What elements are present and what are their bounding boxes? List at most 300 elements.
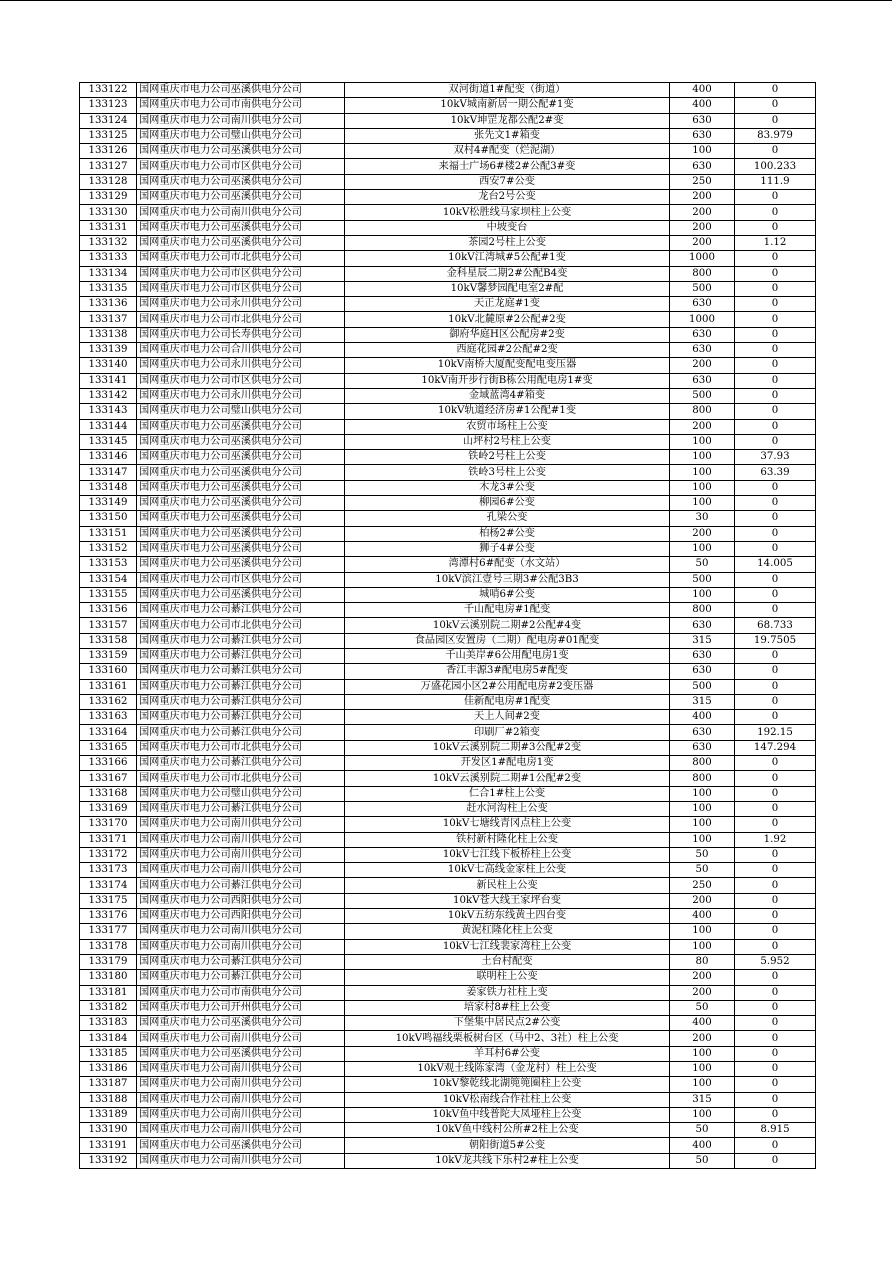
- transformer-name-cell: 新民柱上公变: [345, 878, 670, 893]
- org-name-cell: 国网重庆市电力公司市区供电分公司: [137, 159, 345, 174]
- table-row: [80, 909, 816, 924]
- value-cell: 19.7505: [735, 633, 816, 648]
- table-row: [80, 174, 816, 189]
- value-cell: 0: [735, 144, 816, 159]
- table-row: [80, 404, 816, 419]
- row-id-cell: 133183: [80, 1016, 137, 1031]
- row-id-cell: 133174: [80, 878, 137, 893]
- org-name-cell: 国网重庆市电力公司綦江供电分公司: [137, 679, 345, 694]
- transformer-name-cell: 开发区1#配电房1变: [345, 756, 670, 771]
- row-id-cell: 133126: [80, 144, 137, 159]
- row-id-cell: 133140: [80, 358, 137, 373]
- org-name-cell: 国网重庆市电力公司南川供电分公司: [137, 924, 345, 939]
- value-cell: 8.915: [735, 1123, 816, 1138]
- table-row: [80, 220, 816, 235]
- transformer-name-cell: 10kV松南线合作社柱上公变: [345, 1092, 670, 1107]
- value-cell: 83.979: [735, 128, 816, 143]
- table-row: [80, 1107, 816, 1122]
- table-row: [80, 786, 816, 801]
- table-row: [80, 1123, 816, 1138]
- page-top-rule: [0, 0, 892, 1]
- transformer-name-cell: 羊耳村6#公变: [345, 1046, 670, 1061]
- org-name-cell: 国网重庆市电力公司巫溪供电分公司: [137, 496, 345, 511]
- capacity-cell: 30: [670, 511, 735, 526]
- capacity-cell: 400: [670, 710, 735, 725]
- capacity-cell: 100: [670, 939, 735, 954]
- table-row: [80, 572, 816, 587]
- transformer-name-cell: 10kV南桥大厦配变配电变压器: [345, 358, 670, 373]
- transformer-name-cell: 联明柱上公变: [345, 970, 670, 985]
- capacity-cell: 200: [670, 190, 735, 205]
- table-row: [80, 756, 816, 771]
- row-id-cell: 133137: [80, 312, 137, 327]
- org-name-cell: 国网重庆市电力公司綦江供电分公司: [137, 633, 345, 648]
- capacity-cell: 630: [670, 648, 735, 663]
- row-id-cell: 133149: [80, 496, 137, 511]
- value-cell: 0: [735, 1031, 816, 1046]
- transformer-name-cell: 10kV城南新居一期公配#1变: [345, 98, 670, 113]
- value-cell: 0: [735, 587, 816, 602]
- transformer-name-cell: 赶水河沟柱上公变: [345, 801, 670, 816]
- transformer-name-cell: 御府华庭H区公配房#2变: [345, 327, 670, 342]
- transformer-name-cell: 10kV七高线金家柱上公变: [345, 863, 670, 878]
- table-row: [80, 1077, 816, 1092]
- transformer-name-cell: 10kV鱼中线普陀大凤垭柱上公变: [345, 1107, 670, 1122]
- org-name-cell: 国网重庆市电力公司巫溪供电分公司: [137, 480, 345, 495]
- value-cell: 0: [735, 434, 816, 449]
- org-name-cell: 国网重庆市电力公司永川供电分公司: [137, 297, 345, 312]
- row-id-cell: 133175: [80, 893, 137, 908]
- org-name-cell: 国网重庆市电力公司巫溪供电分公司: [137, 587, 345, 602]
- capacity-cell: 500: [670, 388, 735, 403]
- capacity-cell: 100: [670, 1077, 735, 1092]
- org-name-cell: 国网重庆市电力公司长寿供电分公司: [137, 327, 345, 342]
- capacity-cell: 200: [670, 526, 735, 541]
- value-cell: 111.9: [735, 174, 816, 189]
- org-name-cell: 国网重庆市电力公司永川供电分公司: [137, 388, 345, 403]
- transformer-name-cell: 来福士广场6#楼2#公配3#变: [345, 159, 670, 174]
- value-cell: 192.15: [735, 725, 816, 740]
- row-id-cell: 133131: [80, 220, 137, 235]
- table-row: [80, 939, 816, 954]
- org-name-cell: 国网重庆市电力公司綦江供电分公司: [137, 725, 345, 740]
- capacity-cell: 200: [670, 893, 735, 908]
- transformer-name-cell: 西安7#公变: [345, 174, 670, 189]
- row-id-cell: 133176: [80, 909, 137, 924]
- capacity-cell: 630: [670, 664, 735, 679]
- transformer-name-cell: 10kV江湾城#5公配#1变: [345, 251, 670, 266]
- table-row: [80, 633, 816, 648]
- value-cell: 0: [735, 648, 816, 663]
- table-row: [80, 388, 816, 403]
- value-cell: 0: [735, 970, 816, 985]
- value-cell: 0: [735, 358, 816, 373]
- table-row: [80, 847, 816, 862]
- row-id-cell: 133157: [80, 618, 137, 633]
- transformer-table: [79, 82, 816, 1169]
- transformer-name-cell: 铁村新村隆化柱上公变: [345, 832, 670, 847]
- capacity-cell: 100: [670, 587, 735, 602]
- capacity-cell: 100: [670, 144, 735, 159]
- transformer-name-cell: 山坪村2号柱上公变: [345, 434, 670, 449]
- capacity-cell: 630: [670, 159, 735, 174]
- table-row: [80, 281, 816, 296]
- table-row: [80, 924, 816, 939]
- value-cell: 1.92: [735, 832, 816, 847]
- transformer-name-cell: 10kV五纺东线黄土四台变: [345, 909, 670, 924]
- org-name-cell: 国网重庆市电力公司开州供电分公司: [137, 1000, 345, 1015]
- row-id-cell: 133156: [80, 603, 137, 618]
- value-cell: 1.12: [735, 235, 816, 250]
- value-cell: 0: [735, 526, 816, 541]
- capacity-cell: 100: [670, 786, 735, 801]
- value-cell: 0: [735, 327, 816, 342]
- capacity-cell: 630: [670, 113, 735, 128]
- row-id-cell: 133181: [80, 985, 137, 1000]
- transformer-name-cell: 柳园6#公变: [345, 496, 670, 511]
- table-row: [80, 419, 816, 434]
- capacity-cell: 200: [670, 235, 735, 250]
- row-id-cell: 133190: [80, 1123, 137, 1138]
- table-row: [80, 664, 816, 679]
- org-name-cell: 国网重庆市电力公司南川供电分公司: [137, 817, 345, 832]
- row-id-cell: 133187: [80, 1077, 137, 1092]
- value-cell: 0: [735, 1000, 816, 1015]
- table-row: [80, 251, 816, 266]
- row-id-cell: 133148: [80, 480, 137, 495]
- value-cell: 0: [735, 603, 816, 618]
- capacity-cell: 630: [670, 740, 735, 755]
- org-name-cell: 国网重庆市电力公司綦江供电分公司: [137, 603, 345, 618]
- transformer-name-cell: 10kV松胜线马家坝柱上公变: [345, 205, 670, 220]
- table-row: [80, 1000, 816, 1015]
- transformer-name-cell: 10kV滨江壹号三期3#公配3B3: [345, 572, 670, 587]
- value-cell: 0: [735, 297, 816, 312]
- value-cell: 0: [735, 679, 816, 694]
- row-id-cell: 133171: [80, 832, 137, 847]
- capacity-cell: 800: [670, 266, 735, 281]
- value-cell: 100.233: [735, 159, 816, 174]
- row-id-cell: 133186: [80, 1062, 137, 1077]
- transformer-name-cell: 姜家铁力社柱上变: [345, 985, 670, 1000]
- table-row: [80, 954, 816, 969]
- value-cell: 0: [735, 83, 816, 98]
- value-cell: 0: [735, 343, 816, 358]
- value-cell: 0: [735, 694, 816, 709]
- transformer-name-cell: 千山美岸#6公用配电房1变: [345, 648, 670, 663]
- capacity-cell: 800: [670, 771, 735, 786]
- org-name-cell: 国网重庆市电力公司合川供电分公司: [137, 343, 345, 358]
- transformer-name-cell: 香江丰源3#配电房5#配变: [345, 664, 670, 679]
- transformer-name-cell: 10kV七塘线青冈点柱上公变: [345, 817, 670, 832]
- table-row: [80, 266, 816, 281]
- capacity-cell: 630: [670, 128, 735, 143]
- row-id-cell: 133125: [80, 128, 137, 143]
- row-id-cell: 133184: [80, 1031, 137, 1046]
- row-id-cell: 133182: [80, 1000, 137, 1015]
- capacity-cell: 800: [670, 756, 735, 771]
- table-row: [80, 343, 816, 358]
- capacity-cell: 100: [670, 1046, 735, 1061]
- value-cell: 0: [735, 664, 816, 679]
- transformer-table-body: [80, 83, 816, 1169]
- org-name-cell: 国网重庆市电力公司市北供电分公司: [137, 771, 345, 786]
- table-row: [80, 603, 816, 618]
- value-cell: 0: [735, 801, 816, 816]
- org-name-cell: 国网重庆市电力公司市南供电分公司: [137, 985, 345, 1000]
- org-name-cell: 国网重庆市电力公司巫溪供电分公司: [137, 1138, 345, 1153]
- value-cell: 0: [735, 480, 816, 495]
- table-row: [80, 863, 816, 878]
- table-row: [80, 83, 816, 98]
- table-row: [80, 893, 816, 908]
- table-row: [80, 541, 816, 556]
- value-cell: 0: [735, 205, 816, 220]
- org-name-cell: 国网重庆市电力公司綦江供电分公司: [137, 878, 345, 893]
- capacity-cell: 200: [670, 220, 735, 235]
- capacity-cell: 50: [670, 863, 735, 878]
- value-cell: 63.39: [735, 465, 816, 480]
- table-row: [80, 832, 816, 847]
- row-id-cell: 133132: [80, 235, 137, 250]
- capacity-cell: 630: [670, 297, 735, 312]
- capacity-cell: 100: [670, 465, 735, 480]
- table-row: [80, 190, 816, 205]
- transformer-name-cell: 10kV云溪别院二期#1公配#2变: [345, 771, 670, 786]
- capacity-cell: 1000: [670, 312, 735, 327]
- value-cell: 37.93: [735, 450, 816, 465]
- org-name-cell: 国网重庆市电力公司南川供电分公司: [137, 1092, 345, 1107]
- row-id-cell: 133134: [80, 266, 137, 281]
- row-id-cell: 133191: [80, 1138, 137, 1153]
- transformer-name-cell: 10kV鱼中线村公所#2柱上公变: [345, 1123, 670, 1138]
- row-id-cell: 133155: [80, 587, 137, 602]
- transformer-name-cell: 金科星辰二期2#公配B4变: [345, 266, 670, 281]
- table-row: [80, 1016, 816, 1031]
- org-name-cell: 国网重庆市电力公司南川供电分公司: [137, 1031, 345, 1046]
- capacity-cell: 315: [670, 694, 735, 709]
- org-name-cell: 国网重庆市电力公司南川供电分公司: [137, 205, 345, 220]
- table-row: [80, 480, 816, 495]
- org-name-cell: 国网重庆市电力公司綦江供电分公司: [137, 801, 345, 816]
- transformer-name-cell: 10kV龙共线下乐村2#柱上公变: [345, 1153, 670, 1168]
- transformer-name-cell: 培家村8#柱上公变: [345, 1000, 670, 1015]
- table-row: [80, 878, 816, 893]
- row-id-cell: 133154: [80, 572, 137, 587]
- row-id-cell: 133167: [80, 771, 137, 786]
- transformer-name-cell: 湾潭村6#配变（水文站）: [345, 557, 670, 572]
- capacity-cell: 800: [670, 603, 735, 618]
- org-name-cell: 国网重庆市电力公司市区供电分公司: [137, 281, 345, 296]
- org-name-cell: 国网重庆市电力公司巫溪供电分公司: [137, 174, 345, 189]
- transformer-name-cell: 10kV观土线陈家湾（金龙村）柱上公变: [345, 1062, 670, 1077]
- transformer-name-cell: 千山配电房#1配变: [345, 603, 670, 618]
- transformer-name-cell: 10kV坤罡龙都公配2#变: [345, 113, 670, 128]
- row-id-cell: 133188: [80, 1092, 137, 1107]
- transformer-name-cell: 食品园区安置房（二期）配电房#01配变: [345, 633, 670, 648]
- table-row: [80, 618, 816, 633]
- table-row: [80, 1092, 816, 1107]
- capacity-cell: 500: [670, 281, 735, 296]
- transformer-name-cell: 柏杨2#公变: [345, 526, 670, 541]
- row-id-cell: 133153: [80, 557, 137, 572]
- value-cell: 0: [735, 190, 816, 205]
- table-row: [80, 1031, 816, 1046]
- transformer-name-cell: 黄泥杠隆化柱上公变: [345, 924, 670, 939]
- transformer-name-cell: 10kV轨道经济房#1公配#1变: [345, 404, 670, 419]
- transformer-name-cell: 狮子4#公变: [345, 541, 670, 556]
- org-name-cell: 国网重庆市电力公司南川供电分公司: [137, 939, 345, 954]
- org-name-cell: 国网重庆市电力公司市区供电分公司: [137, 266, 345, 281]
- value-cell: 0: [735, 220, 816, 235]
- capacity-cell: 80: [670, 954, 735, 969]
- value-cell: 147.294: [735, 740, 816, 755]
- row-id-cell: 133146: [80, 450, 137, 465]
- capacity-cell: 100: [670, 541, 735, 556]
- value-cell: 0: [735, 817, 816, 832]
- org-name-cell: 国网重庆市电力公司南川供电分公司: [137, 1153, 345, 1168]
- value-cell: 0: [735, 251, 816, 266]
- transformer-name-cell: 孔梁公变: [345, 511, 670, 526]
- capacity-cell: 630: [670, 343, 735, 358]
- org-name-cell: 国网重庆市电力公司巫溪供电分公司: [137, 526, 345, 541]
- table-row: [80, 373, 816, 388]
- value-cell: 0: [735, 924, 816, 939]
- value-cell: 0: [735, 281, 816, 296]
- table-row: [80, 205, 816, 220]
- transformer-name-cell: 10kV馨梦园配电室2#配: [345, 281, 670, 296]
- table-row: [80, 1153, 816, 1168]
- transformer-name-cell: 10kV苍大线王家坪台变: [345, 893, 670, 908]
- value-cell: 0: [735, 1016, 816, 1031]
- capacity-cell: 630: [670, 618, 735, 633]
- org-name-cell: 国网重庆市电力公司綦江供电分公司: [137, 648, 345, 663]
- table-row: [80, 358, 816, 373]
- org-name-cell: 国网重庆市电力公司西阳供电分公司: [137, 893, 345, 908]
- transformer-name-cell: 下堡集中居民点2#公变: [345, 1016, 670, 1031]
- row-id-cell: 133136: [80, 297, 137, 312]
- capacity-cell: 100: [670, 817, 735, 832]
- value-cell: 0: [735, 404, 816, 419]
- org-name-cell: 国网重庆市电力公司南川供电分公司: [137, 832, 345, 847]
- transformer-name-cell: 10kV黎乾线北湖篼篼圈柱上公变: [345, 1077, 670, 1092]
- value-cell: 0: [735, 541, 816, 556]
- table-row: [80, 679, 816, 694]
- value-cell: 0: [735, 388, 816, 403]
- org-name-cell: 国网重庆市电力公司市南供电分公司: [137, 98, 345, 113]
- capacity-cell: 200: [670, 358, 735, 373]
- table-row: [80, 725, 816, 740]
- capacity-cell: 400: [670, 909, 735, 924]
- table-row: [80, 98, 816, 113]
- org-name-cell: 国网重庆市电力公司綦江供电分公司: [137, 694, 345, 709]
- transformer-name-cell: 10kV鸣福线栗板树台区（马中2、3社）柱上公变: [345, 1031, 670, 1046]
- value-cell: 0: [735, 909, 816, 924]
- capacity-cell: 100: [670, 496, 735, 511]
- table-row: [80, 970, 816, 985]
- org-name-cell: 国网重庆市电力公司巫溪供电分公司: [137, 434, 345, 449]
- row-id-cell: 133165: [80, 740, 137, 755]
- org-name-cell: 国网重庆市电力公司市北供电分公司: [137, 740, 345, 755]
- org-name-cell: 国网重庆市电力公司綦江供电分公司: [137, 756, 345, 771]
- row-id-cell: 133127: [80, 159, 137, 174]
- org-name-cell: 国网重庆市电力公司巫溪供电分公司: [137, 557, 345, 572]
- row-id-cell: 133170: [80, 817, 137, 832]
- value-cell: 0: [735, 893, 816, 908]
- value-cell: 0: [735, 939, 816, 954]
- org-name-cell: 国网重庆市电力公司西阳供电分公司: [137, 909, 345, 924]
- org-name-cell: 国网重庆市电力公司巫溪供电分公司: [137, 83, 345, 98]
- row-id-cell: 133178: [80, 939, 137, 954]
- transformer-name-cell: 佳新配电房#1配变: [345, 694, 670, 709]
- value-cell: 0: [735, 113, 816, 128]
- row-id-cell: 133123: [80, 98, 137, 113]
- value-cell: 0: [735, 98, 816, 113]
- table-row: [80, 801, 816, 816]
- value-cell: 0: [735, 878, 816, 893]
- row-id-cell: 133177: [80, 924, 137, 939]
- value-cell: 0: [735, 496, 816, 511]
- capacity-cell: 200: [670, 419, 735, 434]
- table-row: [80, 740, 816, 755]
- row-id-cell: 133144: [80, 419, 137, 434]
- table-row: [80, 159, 816, 174]
- capacity-cell: 50: [670, 557, 735, 572]
- table-row: [80, 144, 816, 159]
- transformer-name-cell: 10kV七江线下板桥柱上公变: [345, 847, 670, 862]
- value-cell: 68.733: [735, 618, 816, 633]
- org-name-cell: 国网重庆市电力公司南川供电分公司: [137, 1123, 345, 1138]
- capacity-cell: 50: [670, 1000, 735, 1015]
- capacity-cell: 315: [670, 1092, 735, 1107]
- transformer-name-cell: 天上人间#2变: [345, 710, 670, 725]
- row-id-cell: 133173: [80, 863, 137, 878]
- row-id-cell: 133166: [80, 756, 137, 771]
- capacity-cell: 250: [670, 174, 735, 189]
- capacity-cell: 50: [670, 1153, 735, 1168]
- capacity-cell: 400: [670, 83, 735, 98]
- capacity-cell: 400: [670, 98, 735, 113]
- transformer-name-cell: 10kV南开步行街B栋公用配电房1#变: [345, 373, 670, 388]
- row-id-cell: 133158: [80, 633, 137, 648]
- table-row: [80, 297, 816, 312]
- value-cell: 0: [735, 710, 816, 725]
- transformer-name-cell: 张先文1#箱变: [345, 128, 670, 143]
- row-id-cell: 133179: [80, 954, 137, 969]
- table-row: [80, 710, 816, 725]
- transformer-name-cell: 铁岭3号柱上公变: [345, 465, 670, 480]
- row-id-cell: 133160: [80, 664, 137, 679]
- org-name-cell: 国网重庆市电力公司南川供电分公司: [137, 847, 345, 862]
- value-cell: 0: [735, 1138, 816, 1153]
- row-id-cell: 133164: [80, 725, 137, 740]
- capacity-cell: 630: [670, 373, 735, 388]
- transformer-name-cell: 茶园2号柱上公变: [345, 235, 670, 250]
- org-name-cell: 国网重庆市电力公司市北供电分公司: [137, 618, 345, 633]
- row-id-cell: 133180: [80, 970, 137, 985]
- org-name-cell: 国网重庆市电力公司璧山供电分公司: [137, 786, 345, 801]
- row-id-cell: 133185: [80, 1046, 137, 1061]
- row-id-cell: 133138: [80, 327, 137, 342]
- org-name-cell: 国网重庆市电力公司綦江供电分公司: [137, 710, 345, 725]
- value-cell: 0: [735, 1077, 816, 1092]
- capacity-cell: 250: [670, 878, 735, 893]
- org-name-cell: 国网重庆市电力公司市区供电分公司: [137, 572, 345, 587]
- row-id-cell: 133159: [80, 648, 137, 663]
- org-name-cell: 国网重庆市电力公司巫溪供电分公司: [137, 144, 345, 159]
- value-cell: 0: [735, 1107, 816, 1122]
- table-row: [80, 1046, 816, 1061]
